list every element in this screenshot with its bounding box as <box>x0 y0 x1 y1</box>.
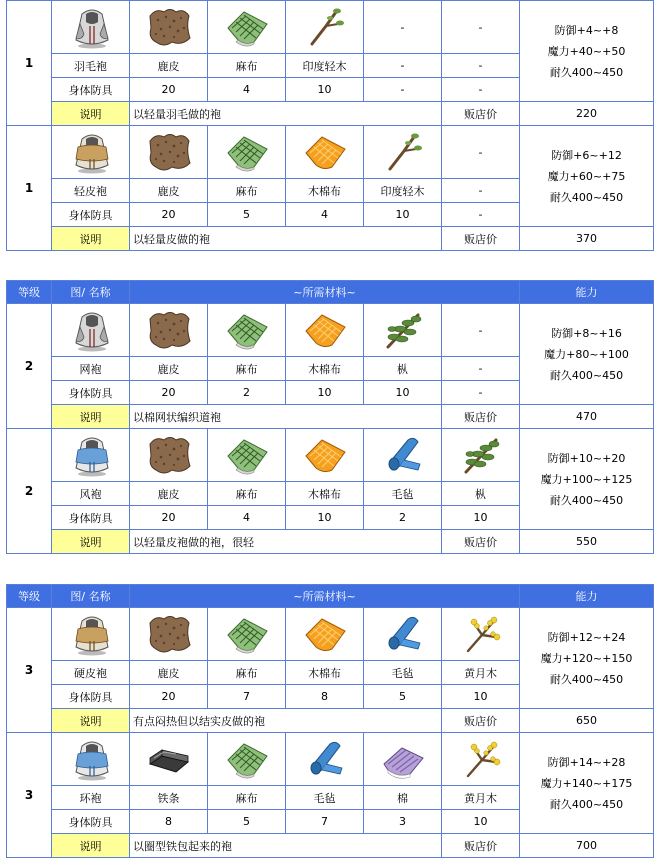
material-quantity: 8 <box>286 685 364 709</box>
material-quantity: 2 <box>208 381 286 405</box>
deer-hide-icon <box>146 129 192 175</box>
item-level: 1 <box>7 1 52 126</box>
item-level: 1 <box>7 126 52 251</box>
linen-cloth-icon <box>224 736 270 782</box>
ability-durability: 耐久400~450 <box>549 65 624 79</box>
shop-price-value: 550 <box>520 530 654 554</box>
robe-tan-icon <box>68 611 114 657</box>
iron-bar-icon <box>146 736 192 782</box>
deer-hide-icon <box>146 4 192 50</box>
recipe-block-level-1 <box>6 0 653 251</box>
material-name: 毛毡 <box>364 482 442 506</box>
header-ability: 能力 <box>520 585 654 608</box>
ability-magic: 魔力+100~+125 <box>540 472 633 486</box>
material-name: 枞 <box>442 482 520 506</box>
header-level: 等级 <box>7 281 52 304</box>
material-quantity: 10 <box>364 203 442 227</box>
ability-durability: 耐久400~450 <box>549 672 624 686</box>
deer-hide-icon <box>146 611 192 657</box>
shop-price-label: 贩店价 <box>442 530 520 554</box>
material-icon-cell[interactable] <box>286 304 364 357</box>
material-quantity: 20 <box>130 506 208 530</box>
material-name: 麻布 <box>208 54 286 78</box>
material-quantity: 10 <box>286 78 364 102</box>
material-name: 麻布 <box>208 482 286 506</box>
ability-defense: 防御+6~+12 <box>551 148 622 162</box>
material-name: 木棉布 <box>286 482 364 506</box>
item-icon-row <box>7 304 654 357</box>
kapok-cloth-icon <box>302 611 348 657</box>
material-icon-cell[interactable] <box>364 304 442 357</box>
description-label: 说明 <box>52 227 130 251</box>
material-quantity: 3 <box>364 810 442 834</box>
material-quantity: 20 <box>130 203 208 227</box>
material-quantity: 7 <box>286 810 364 834</box>
ability-defense: 防御+4~+8 <box>554 23 619 37</box>
ability-durability: 耐久400~450 <box>549 493 624 507</box>
material-quantity: - <box>442 203 520 227</box>
ability-defense: 防御+12~+24 <box>547 630 626 644</box>
yellow-moon-wood-icon <box>458 736 504 782</box>
material-name: 麻布 <box>208 661 286 685</box>
material-quantity: 4 <box>208 78 286 102</box>
description-label: 说明 <box>52 530 130 554</box>
deer-hide-icon <box>146 432 192 478</box>
material-name: - <box>442 54 520 78</box>
material-icon-cell[interactable] <box>130 429 208 482</box>
item-level: 2 <box>7 304 52 429</box>
ability-durability: 耐久400~450 <box>549 190 624 204</box>
material-name: 麻布 <box>208 357 286 381</box>
material-icon-cell[interactable] <box>130 733 208 786</box>
cotton-cloth-icon <box>380 736 426 782</box>
description-text: 有点闷热但以结实皮做的袍 <box>130 709 442 733</box>
material-quantity: 10 <box>364 381 442 405</box>
material-name: 铁条 <box>130 786 208 810</box>
description-text: 以圈型铁包起来的袍 <box>130 834 442 858</box>
item-description-row <box>7 709 654 733</box>
ability-magic: 魔力+140~+175 <box>540 776 633 790</box>
item-name: 羽毛袍 <box>52 54 130 78</box>
material-empty-cell: - <box>442 1 520 54</box>
ability-cell <box>520 126 654 227</box>
item-icon-row <box>7 126 654 179</box>
material-name: - <box>442 179 520 203</box>
item-type: 身体防具 <box>52 78 130 102</box>
table-header-row <box>7 281 654 304</box>
material-name: 鹿皮 <box>130 482 208 506</box>
item-description-row <box>7 405 654 429</box>
recipe-block-level-2 <box>6 280 653 554</box>
shop-price-label: 贩店价 <box>442 227 520 251</box>
ability-magic: 魔力+60~+75 <box>547 169 626 183</box>
material-icon-cell[interactable] <box>208 733 286 786</box>
ability-defense: 防御+10~+20 <box>547 451 626 465</box>
material-name: 鹿皮 <box>130 357 208 381</box>
material-name: 木棉布 <box>286 661 364 685</box>
balsa-wood-branch-icon <box>380 129 426 175</box>
material-quantity: 5 <box>364 685 442 709</box>
material-icon-cell[interactable] <box>442 608 520 661</box>
ability-magic: 魔力+120~+150 <box>540 651 633 665</box>
description-text: 以棉网状编织道袍 <box>130 405 442 429</box>
ability-defense: 防御+14~+28 <box>547 755 626 769</box>
description-text: 以轻量皮做的袍 <box>130 227 442 251</box>
material-name: 麻布 <box>208 179 286 203</box>
material-name: 黄月木 <box>442 786 520 810</box>
header-image-name: 图/ 名称 <box>52 585 130 608</box>
material-icon-cell[interactable] <box>208 126 286 179</box>
material-icon-cell[interactable] <box>442 733 520 786</box>
recipe-block-level-3 <box>6 584 653 858</box>
shop-price-label: 贩店价 <box>442 709 520 733</box>
material-quantity: 20 <box>130 685 208 709</box>
linen-cloth-icon <box>224 307 270 353</box>
material-icon-cell[interactable] <box>208 1 286 54</box>
material-icon-cell[interactable] <box>286 126 364 179</box>
item-type: 身体防具 <box>52 685 130 709</box>
robe-icon[interactable] <box>52 733 130 786</box>
ability-cell <box>520 733 654 834</box>
felt-roll-icon <box>380 611 426 657</box>
ability-cell <box>520 1 654 102</box>
item-icon-row <box>7 733 654 786</box>
material-icon-cell[interactable] <box>286 733 364 786</box>
ability-cell <box>520 608 654 709</box>
material-icon-cell[interactable] <box>286 429 364 482</box>
material-icon-cell[interactable] <box>442 429 520 482</box>
material-icon-cell[interactable] <box>208 429 286 482</box>
shop-price-value: 700 <box>520 834 654 858</box>
material-name: - <box>442 357 520 381</box>
fir-branch-icon <box>458 432 504 478</box>
recipe-table <box>6 0 654 251</box>
item-icon-row <box>7 429 654 482</box>
material-name: 麻布 <box>208 786 286 810</box>
material-icon-cell[interactable] <box>130 304 208 357</box>
linen-cloth-icon <box>224 432 270 478</box>
item-type: 身体防具 <box>52 506 130 530</box>
shop-price-value: 470 <box>520 405 654 429</box>
material-name: 黄月木 <box>442 661 520 685</box>
material-name: 毛毡 <box>364 661 442 685</box>
item-icon-row <box>7 608 654 661</box>
kapok-cloth-icon <box>302 432 348 478</box>
shop-price-label: 贩店价 <box>442 405 520 429</box>
fir-branch-icon <box>380 307 426 353</box>
robe-icon[interactable] <box>52 1 130 54</box>
material-icon-cell[interactable] <box>208 304 286 357</box>
material-quantity: 4 <box>286 203 364 227</box>
kapok-cloth-icon <box>302 307 348 353</box>
material-quantity: 10 <box>442 810 520 834</box>
material-quantity: 7 <box>208 685 286 709</box>
material-icon-cell[interactable] <box>364 733 442 786</box>
material-name: 棉 <box>364 786 442 810</box>
linen-cloth-icon <box>224 4 270 50</box>
material-quantity: 5 <box>208 203 286 227</box>
linen-cloth-icon <box>224 611 270 657</box>
robe-grey-icon <box>68 307 114 353</box>
material-name: 木棉布 <box>286 357 364 381</box>
header-ability: 能力 <box>520 281 654 304</box>
material-quantity: 20 <box>130 78 208 102</box>
robe-grey-icon <box>68 4 114 50</box>
material-name: 毛毡 <box>286 786 364 810</box>
felt-roll-icon <box>380 432 426 478</box>
description-label: 说明 <box>52 834 130 858</box>
material-icon-cell[interactable] <box>364 429 442 482</box>
ability-cell <box>520 304 654 405</box>
material-quantity: 4 <box>208 506 286 530</box>
material-icon-cell[interactable] <box>286 1 364 54</box>
material-icon-cell[interactable] <box>364 608 442 661</box>
item-name: 硬皮袍 <box>52 661 130 685</box>
item-type: 身体防具 <box>52 810 130 834</box>
felt-roll-icon <box>302 736 348 782</box>
item-description-row <box>7 834 654 858</box>
material-name: - <box>364 54 442 78</box>
item-level: 3 <box>7 608 52 733</box>
balsa-wood-branch-icon <box>302 4 348 50</box>
deer-hide-icon <box>146 307 192 353</box>
robe-tan-icon <box>68 129 114 175</box>
ability-magic: 魔力+80~+100 <box>544 347 629 361</box>
ability-cell <box>520 429 654 530</box>
material-icon-cell[interactable] <box>130 126 208 179</box>
material-quantity: 10 <box>442 685 520 709</box>
item-type: 身体防具 <box>52 381 130 405</box>
header-image-name: 图/ 名称 <box>52 281 130 304</box>
header-materials: ~所需材料~ <box>130 585 520 608</box>
item-icon-row <box>7 1 654 54</box>
material-empty-cell: - <box>442 126 520 179</box>
material-name: 印度轻木 <box>364 179 442 203</box>
description-label: 说明 <box>52 102 130 126</box>
material-quantity: 10 <box>286 506 364 530</box>
shop-price-label: 贩店价 <box>442 102 520 126</box>
item-name: 风袍 <box>52 482 130 506</box>
shop-price-label: 贩店价 <box>442 834 520 858</box>
material-name: 鹿皮 <box>130 661 208 685</box>
material-icon-cell[interactable] <box>364 126 442 179</box>
linen-cloth-icon <box>224 129 270 175</box>
material-empty-cell: - <box>442 304 520 357</box>
item-description-row <box>7 227 654 251</box>
material-quantity: 8 <box>130 810 208 834</box>
ability-durability: 耐久400~450 <box>549 797 624 811</box>
shop-price-value: 220 <box>520 102 654 126</box>
material-quantity: 20 <box>130 381 208 405</box>
description-text: 以轻量羽毛做的袍 <box>130 102 442 126</box>
item-name: 轻皮袍 <box>52 179 130 203</box>
material-quantity: 10 <box>442 506 520 530</box>
ability-magic: 魔力+40~+50 <box>547 44 626 58</box>
header-materials: ~所需材料~ <box>130 281 520 304</box>
material-name: 鹿皮 <box>130 54 208 78</box>
material-quantity: 10 <box>286 381 364 405</box>
material-name: 印度轻木 <box>286 54 364 78</box>
description-label: 说明 <box>52 405 130 429</box>
item-name: 环袍 <box>52 786 130 810</box>
robe-icon[interactable] <box>52 608 130 661</box>
kapok-cloth-icon <box>302 129 348 175</box>
material-empty-cell: - <box>364 1 442 54</box>
recipe-table <box>6 280 654 554</box>
robe-icon[interactable] <box>52 429 130 482</box>
material-icon-cell[interactable] <box>130 1 208 54</box>
table-header-row <box>7 585 654 608</box>
ability-durability: 耐久400~450 <box>549 368 624 382</box>
shop-price-value: 650 <box>520 709 654 733</box>
robe-blue-icon <box>68 736 114 782</box>
robe-icon[interactable] <box>52 126 130 179</box>
recipe-table <box>6 584 654 858</box>
material-icon-cell[interactable] <box>286 608 364 661</box>
item-name: 网袍 <box>52 357 130 381</box>
item-level: 2 <box>7 429 52 554</box>
yellow-moon-wood-icon <box>458 611 504 657</box>
material-name: 木棉布 <box>286 179 364 203</box>
description-label: 说明 <box>52 709 130 733</box>
material-icon-cell[interactable] <box>130 608 208 661</box>
shop-price-value: 370 <box>520 227 654 251</box>
item-description-row <box>7 530 654 554</box>
material-icon-cell[interactable] <box>208 608 286 661</box>
material-quantity: - <box>442 78 520 102</box>
material-name: 枞 <box>364 357 442 381</box>
description-text: 以轻量皮袍做的袍，很轻 <box>130 530 442 554</box>
item-type: 身体防具 <box>52 203 130 227</box>
robe-icon[interactable] <box>52 304 130 357</box>
robe-blue-icon <box>68 432 114 478</box>
material-quantity: 2 <box>364 506 442 530</box>
header-level: 等级 <box>7 585 52 608</box>
ability-defense: 防御+8~+16 <box>551 326 622 340</box>
item-description-row <box>7 102 654 126</box>
material-quantity: - <box>364 78 442 102</box>
material-quantity: 5 <box>208 810 286 834</box>
item-level: 3 <box>7 733 52 858</box>
material-name: 鹿皮 <box>130 179 208 203</box>
material-quantity: - <box>442 381 520 405</box>
